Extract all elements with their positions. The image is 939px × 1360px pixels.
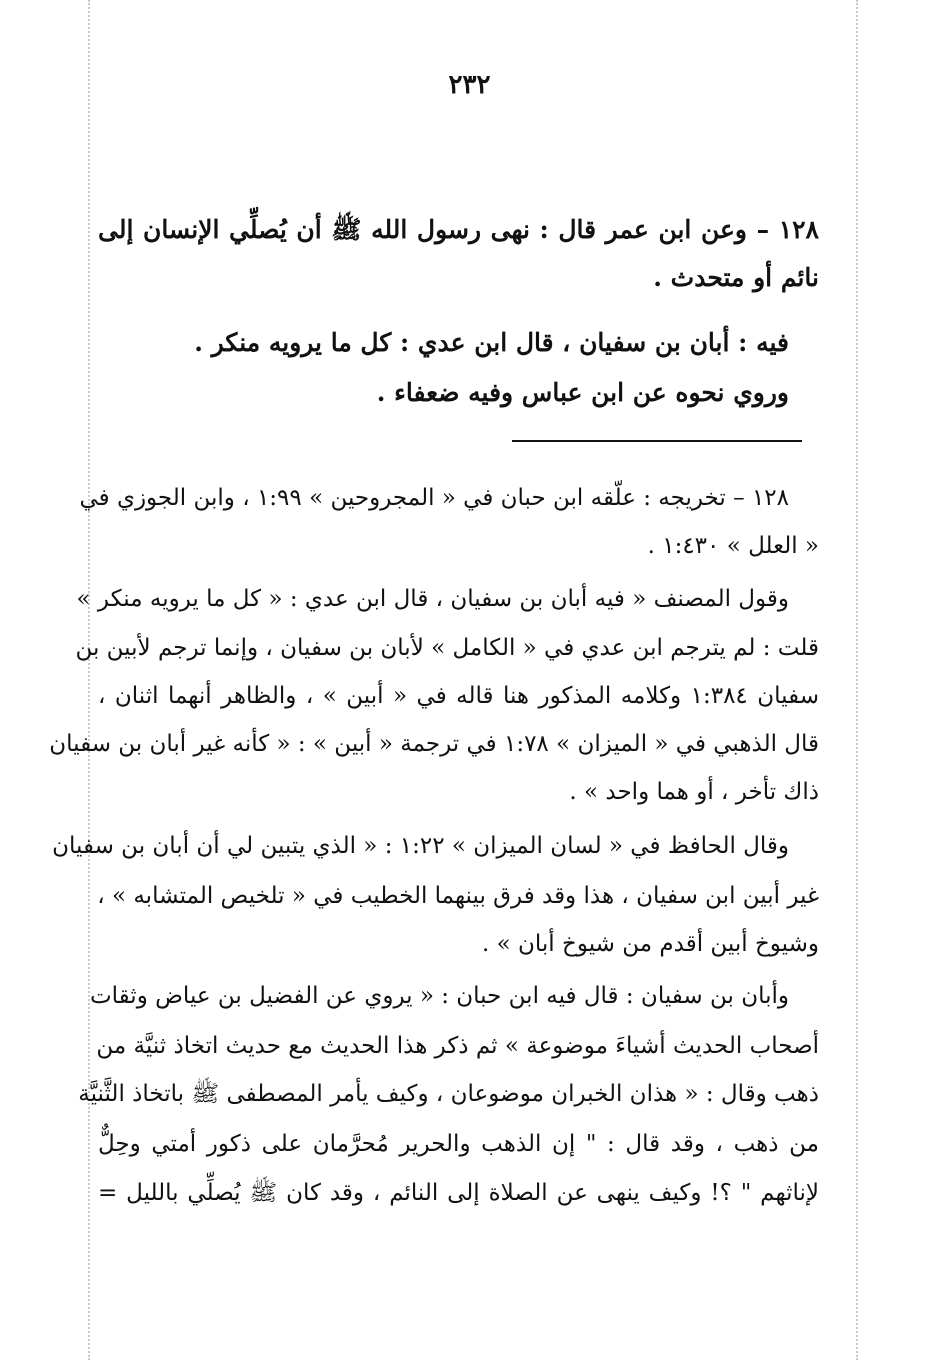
scan-edge-right xyxy=(856,0,858,1360)
para3-line-5: لإناثهم " ؟! وكيف ينهى عن الصلاة إلى النائم ، وقد كان ﷺ يُصلِّي بالليل = xyxy=(98,1180,819,1206)
takhrij-line-2: « العلل » ١:٤٣٠ . xyxy=(647,533,819,559)
para3-line-3: ذهب وقال : « هذان الخبران موضوعان ، وكيف يأمر المصطفى ﷺ باتخاذ الثَّنيَّة xyxy=(78,1081,819,1107)
para3-line-2: أصحاب الحديث أشياءَ موضوعة » ثم ذكر هذا الحديث مع حديث اتخاذ ثنيَّة من xyxy=(96,1033,819,1059)
para1-line-5: ذاك تأخر ، أو هما واحد » . xyxy=(569,779,819,805)
para2-line-3: وشيوخ أبين أقدم من شيوخ أبان » . xyxy=(481,931,819,957)
para2-line-1: وقال الحافظ في « لسان الميزان » ١:٢٢ : « الذي يتبين لي أن أبان بن سفيان xyxy=(52,833,789,859)
para3-line-4: من ذهب ، وقد قال : " إن الذهب والحرير مُحرَّمان على ذكور أمتي وحِلٌّ xyxy=(98,1131,819,1157)
para1-line-1: وقول المصنف « فيه أبان بن سفيان ، قال ابن عدي : « كل ما يرويه منكر » xyxy=(76,586,789,612)
hadith-line-2: نائم أو متحدث . xyxy=(653,263,819,292)
para1-line-2: قلت : لم يترجم ابن عدي في « الكامل » لأبان بن سفيان ، وإنما ترجم لأبين بن xyxy=(75,635,819,661)
scan-edge-left xyxy=(88,0,90,1360)
para1-line-4: قال الذهبي في « الميزان » ١:٧٨ في ترجمة « أبين » : « كأنه غير أبان بن سفيان xyxy=(49,731,819,757)
takhrij-line-1: ١٢٨ – تخريجه : علّقه ابن حبان في « المجروحين » ١:٩٩ ، وابن الجوزي في xyxy=(79,485,789,511)
para2-line-2: غير أبين ابن سفيان ، هذا وقد فرق بينهما الخطيب في « تلخيص المتشابه » ، xyxy=(97,883,819,909)
hadith-line-3: فيه : أبان بن سفيان ، قال ابن عدي : كل ما يرويه منكر . xyxy=(194,328,789,357)
footnote-separator xyxy=(512,440,802,442)
hadith-line-1: ١٢٨ – وعن ابن عمر قال : نهى رسول الله ﷺ أن يُصلِّي الإنسان إلى xyxy=(98,215,819,244)
page-number: ٢٣٢ xyxy=(448,70,491,100)
para3-line-1: وأبان بن سفيان : قال فيه ابن حبان : « يروي عن الفضيل بن عياض وثقات xyxy=(90,983,789,1009)
hadith-line-4: وروي نحوه عن ابن عباس وفيه ضعفاء . xyxy=(376,378,789,407)
para1-line-3: سفيان ١:٣٨٤ وكلامه المذكور هنا قاله في « أبين » ، والظاهر أنهما اثنان ، xyxy=(98,683,819,709)
